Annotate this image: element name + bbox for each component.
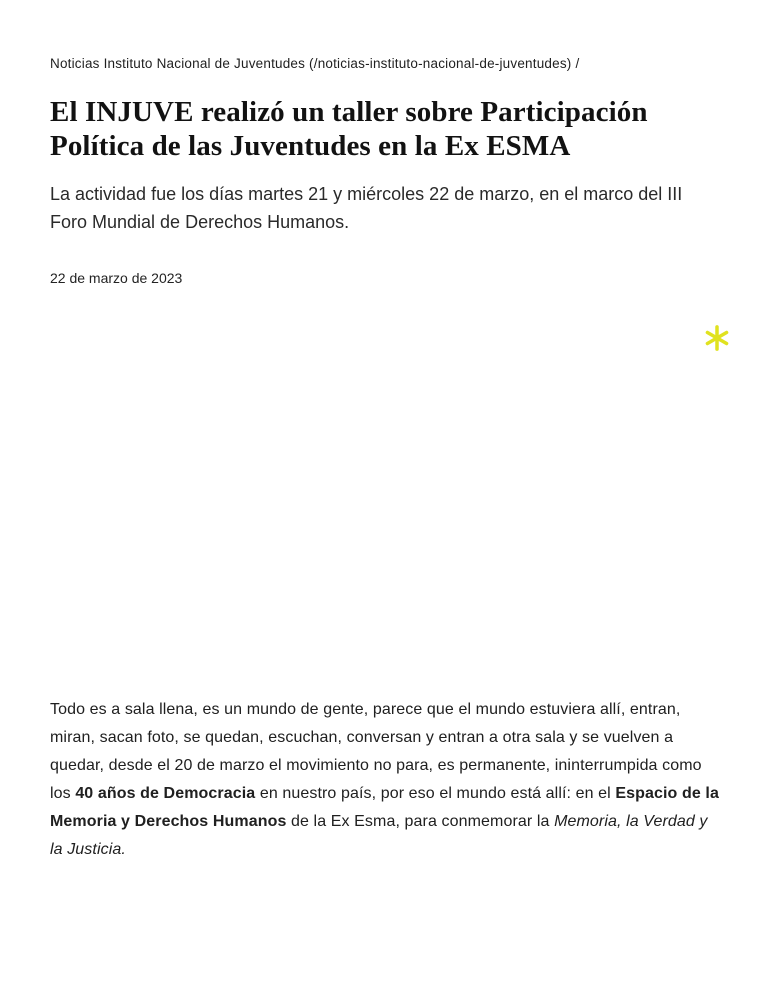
paragraph-segment-bold: Espacio de la Memoria y Derechos Humanos xyxy=(50,784,719,830)
article-page xyxy=(0,55,773,864)
paragraph-segment-bold: 40 años de Democracia xyxy=(75,784,256,802)
article-subtitle: La actividad fue los días martes 21 y miércoles 22 de marzo, en el marco del III Foro Mundial de Derechos Humanos. xyxy=(50,184,683,233)
paragraph-segment: Todo es a sala llena, es un mundo de gente, parece que el mundo estuviera allí, entran, miran, sacan foto, se quedan, escuchan, conversan y entran a otra sala y se vuelven a quedar, desde el 20 de marzo el movimiento no para, es permanente, ininterrumpida como los xyxy=(50,700,702,802)
article-paragraph xyxy=(50,696,723,864)
breadcrumb xyxy=(50,55,723,73)
breadcrumb-separator: / xyxy=(575,56,580,71)
breadcrumb-link-noticias[interactable]: Noticias Instituto Nacional de Juventudes xyxy=(50,56,306,71)
article-image-loading-area xyxy=(50,306,723,696)
paragraph-segment-italic: Memoria, la Verdad y la Justicia. xyxy=(50,812,708,858)
asterisk-spinner-icon xyxy=(703,324,731,352)
paragraph-segment: de la Ex Esma, para conmemorar la xyxy=(286,812,555,830)
paragraph-segment: en nuestro país, por eso el mundo está allí: en el xyxy=(255,784,616,802)
breadcrumb-link-path[interactable]: (/noticias-instituto-nacional-de-juventudes) xyxy=(309,56,572,71)
page-title: El INJUVE realizó un taller sobre Participación Política de las Juventudes en la Ex ESMA xyxy=(50,95,648,163)
article-date: 22 de marzo de 2023 xyxy=(50,269,183,286)
